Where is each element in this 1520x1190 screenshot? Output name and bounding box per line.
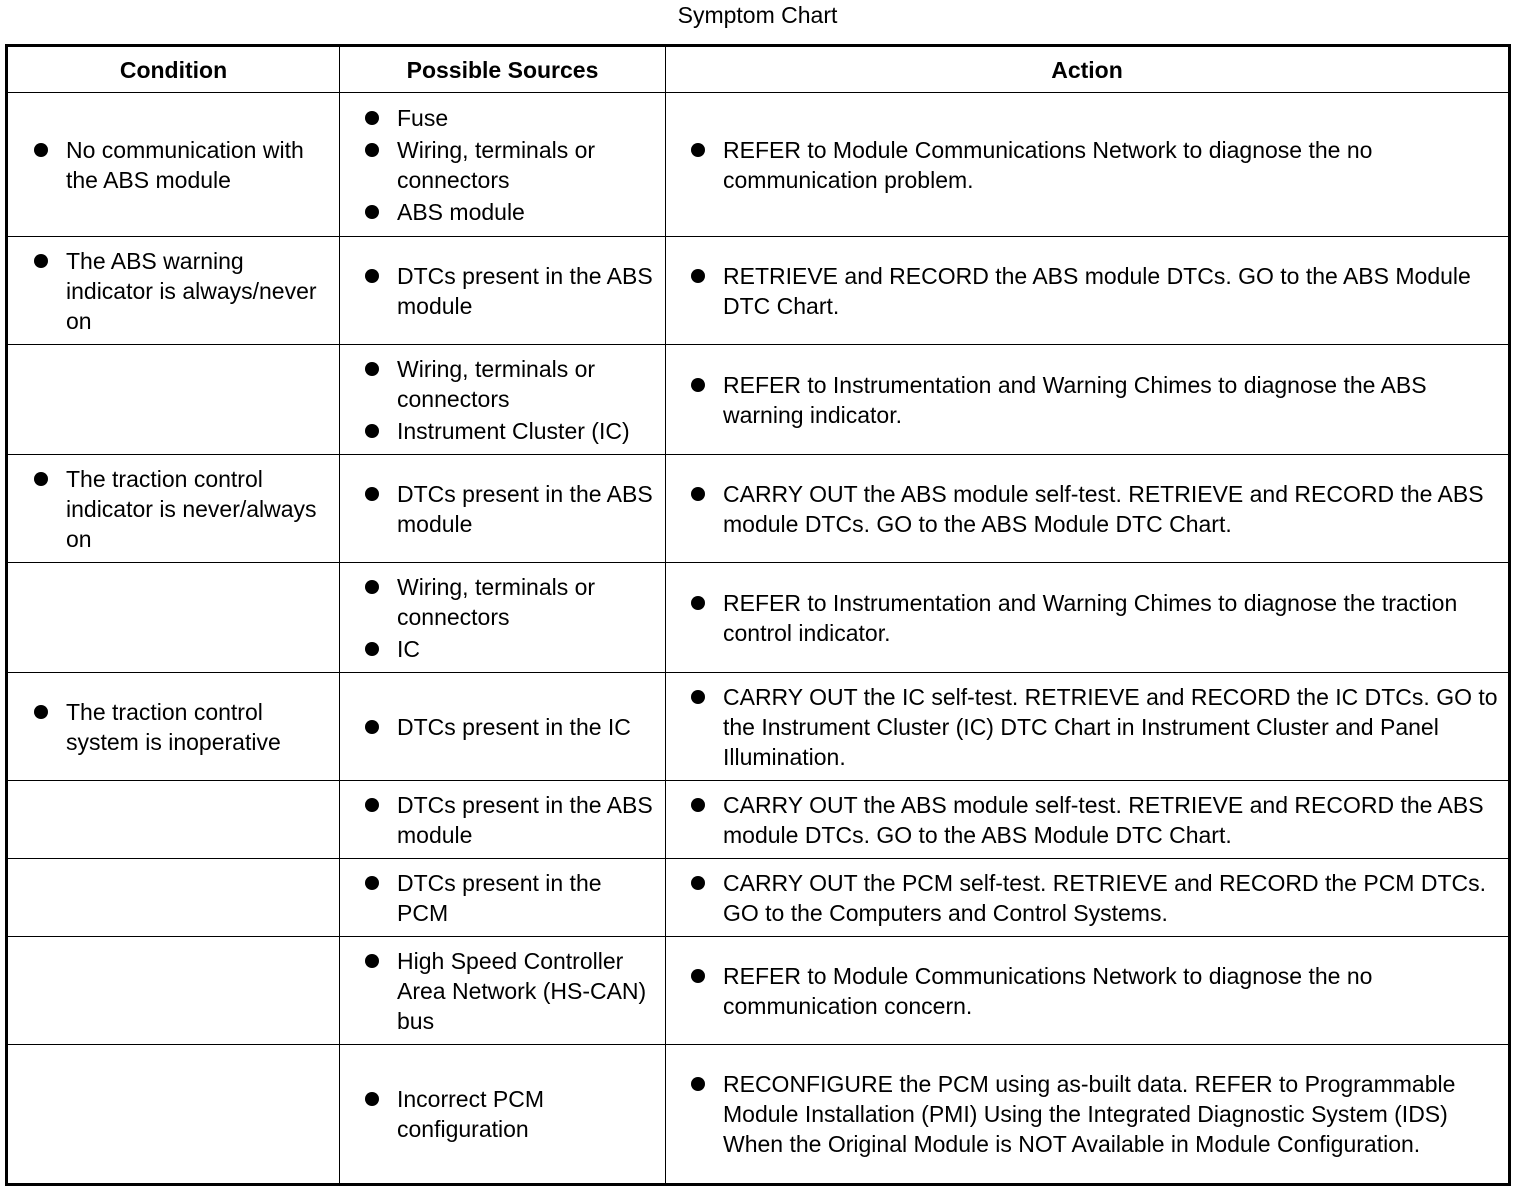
action-bullet-list [666, 1069, 1508, 1159]
bullet-item: CARRY OUT the ABS module self-test. RETRIEVE and RECORD the ABS module DTCs. GO to the ABS Module DTC Chart. [723, 790, 1502, 850]
possible-sources-cell [340, 237, 666, 345]
condition-cell [7, 455, 340, 563]
bullet-item: Wiring, terminals or connectors [397, 354, 659, 414]
bullet-item: IC [397, 634, 659, 664]
action-bullet-list [666, 868, 1508, 928]
bullet-item: Incorrect PCM configuration [397, 1084, 659, 1144]
condition-cell [7, 1045, 340, 1185]
table-row [7, 455, 1510, 563]
symptom-chart-table [5, 44, 1511, 1186]
table-body [7, 93, 1510, 1185]
header-row [7, 46, 1510, 93]
bullet-item: The traction control system is inoperative [66, 697, 331, 757]
condition-cell [7, 237, 340, 345]
condition-bullet-list [8, 246, 339, 336]
bullet-item: DTCs present in the ABS module [397, 261, 659, 321]
bullet-item: Fuse [397, 103, 659, 133]
bullet-item: High Speed Controller Area Network (HS-CAN) bus [397, 946, 659, 1036]
bullet-item: CARRY OUT the ABS module self-test. RETRIEVE and RECORD the ABS module DTCs. GO to the ABS Module DTC Chart. [723, 479, 1502, 539]
sources-bullet-list [340, 946, 665, 1036]
action-bullet-list [666, 135, 1508, 195]
action-bullet-list [666, 588, 1508, 648]
action-cell [666, 455, 1510, 563]
bullet-item: REFER to Module Communications Network to diagnose the no communication problem. [723, 135, 1502, 195]
possible-sources-cell [340, 1045, 666, 1185]
action-cell [666, 673, 1510, 781]
possible-sources-cell [340, 563, 666, 673]
possible-sources-cell [340, 859, 666, 937]
bullet-item: RETRIEVE and RECORD the ABS module DTCs. GO to the ABS Module DTC Chart. [723, 261, 1502, 321]
bullet-item: DTCs present in the IC [397, 712, 659, 742]
table-row [7, 93, 1510, 237]
action-cell [666, 237, 1510, 345]
action-bullet-list [666, 682, 1508, 772]
action-bullet-list [666, 961, 1508, 1021]
bullet-item: DTCs present in the ABS module [397, 479, 659, 539]
bullet-item: Instrument Cluster (IC) [397, 416, 659, 446]
header-condition: Condition [7, 46, 340, 93]
sources-bullet-list [340, 712, 665, 742]
possible-sources-cell [340, 455, 666, 563]
table-row [7, 563, 1510, 673]
possible-sources-cell [340, 673, 666, 781]
action-cell [666, 563, 1510, 673]
header-action: Action [666, 46, 1510, 93]
bullet-item: REFER to Module Communications Network to diagnose the no communication concern. [723, 961, 1502, 1021]
table-row [7, 345, 1510, 455]
bullet-item: DTCs present in the ABS module [397, 790, 659, 850]
condition-cell [7, 345, 340, 455]
sources-bullet-list [340, 354, 665, 446]
condition-bullet-list [8, 464, 339, 554]
possible-sources-cell [340, 937, 666, 1045]
bullet-item: No communication with the ABS module [66, 135, 331, 195]
bullet-item: CARRY OUT the IC self-test. RETRIEVE and RECORD the IC DTCs. GO to the Instrument Cluster (IC) DTC Chart in Instrument Cluster and Panel Illumination. [723, 682, 1502, 772]
action-cell [666, 781, 1510, 859]
possible-sources-cell [340, 781, 666, 859]
table-row [7, 859, 1510, 937]
sources-bullet-list [340, 868, 665, 928]
action-cell [666, 345, 1510, 455]
action-bullet-list [666, 261, 1508, 321]
condition-cell [7, 93, 340, 237]
bullet-item: The traction control indicator is never/always on [66, 464, 331, 554]
table-row [7, 1045, 1510, 1185]
action-bullet-list [666, 479, 1508, 539]
possible-sources-cell [340, 93, 666, 237]
condition-bullet-list [8, 697, 339, 757]
page-title: Symptom Chart [677, 2, 838, 28]
bullet-item: Wiring, terminals or connectors [397, 135, 659, 195]
table-row [7, 237, 1510, 345]
sources-bullet-list [340, 103, 665, 227]
possible-sources-cell [340, 345, 666, 455]
action-cell [666, 937, 1510, 1045]
sources-bullet-list [340, 479, 665, 539]
bullet-item: ABS module [397, 197, 659, 227]
condition-cell [7, 673, 340, 781]
condition-cell [7, 859, 340, 937]
action-cell [666, 1045, 1510, 1185]
condition-cell [7, 563, 340, 673]
sources-bullet-list [340, 1084, 665, 1144]
action-bullet-list [666, 370, 1508, 430]
condition-bullet-list [8, 135, 339, 195]
bullet-item: CARRY OUT the PCM self-test. RETRIEVE and RECORD the PCM DTCs. GO to the Computers and Control Systems. [723, 868, 1502, 928]
bullet-item: REFER to Instrumentation and Warning Chimes to diagnose the ABS warning indicator. [723, 370, 1502, 430]
bullet-item: DTCs present in the PCM [397, 868, 659, 928]
sources-bullet-list [340, 790, 665, 850]
sources-bullet-list [340, 572, 665, 664]
table-row [7, 781, 1510, 859]
table-row [7, 937, 1510, 1045]
bullet-item: Wiring, terminals or connectors [397, 572, 659, 632]
action-bullet-list [666, 790, 1508, 850]
condition-cell [7, 937, 340, 1045]
bullet-item: REFER to Instrumentation and Warning Chimes to diagnose the traction control indicator. [723, 588, 1502, 648]
sources-bullet-list [340, 261, 665, 321]
bullet-item: RECONFIGURE the PCM using as-built data. REFER to Programmable Module Installation (PMI) Using the Integrated Diagnostic System (IDS) When the Original Module is NOT Available in Module Configuration. [723, 1069, 1502, 1159]
header-possible-sources: Possible Sources [340, 46, 666, 93]
condition-cell [7, 781, 340, 859]
table-row [7, 673, 1510, 781]
action-cell [666, 93, 1510, 237]
bullet-item: The ABS warning indicator is always/never on [66, 246, 331, 336]
action-cell [666, 859, 1510, 937]
